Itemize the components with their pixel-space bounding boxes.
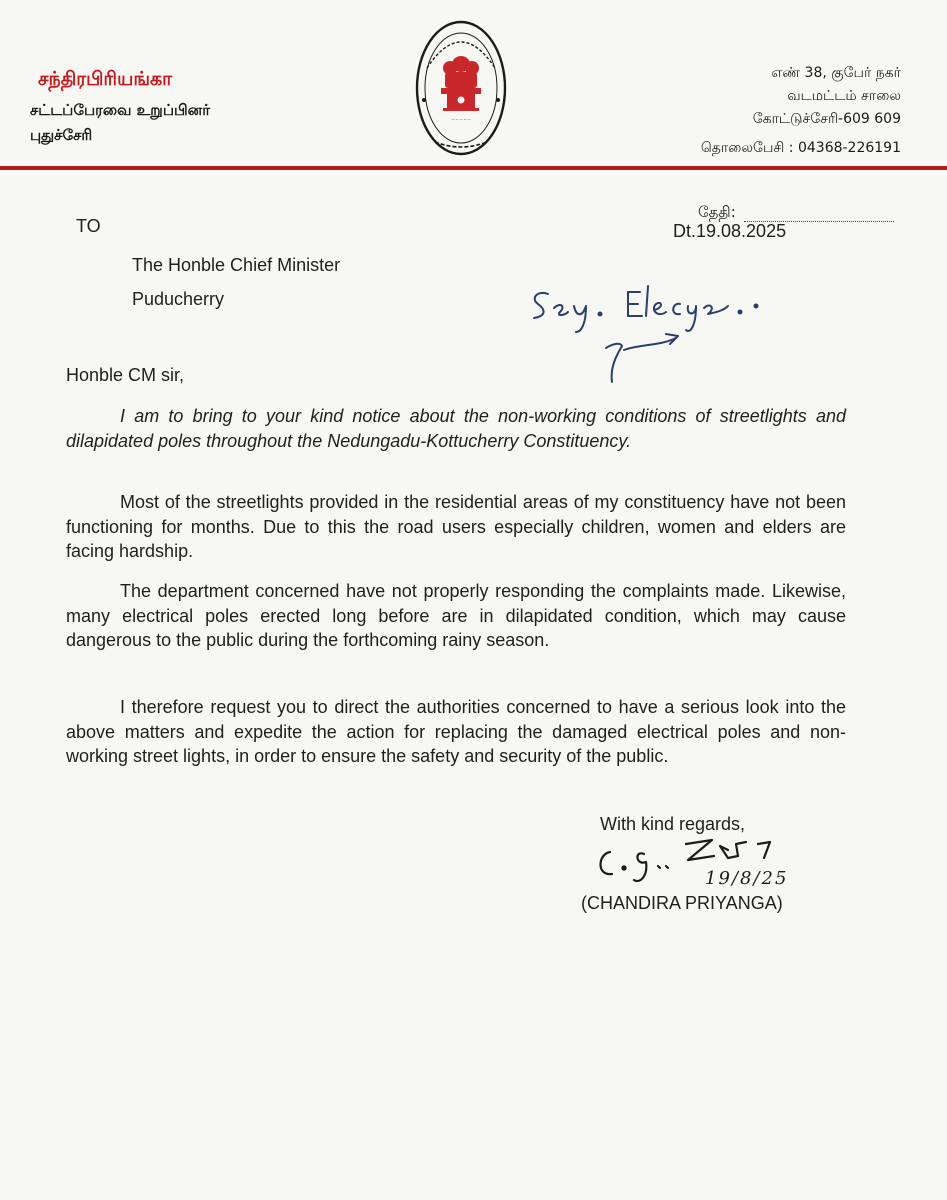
- signatory-name: (CHANDIRA PRIYANGA): [581, 893, 783, 913]
- letterhead-place: புதுச்சேரி: [30, 126, 93, 144]
- salutation: Honble CM sir,: [66, 365, 185, 385]
- emblem-seal-icon: [413, 18, 509, 158]
- address-line: வடமட்டம் சாலை: [787, 88, 901, 104]
- phone-line: தொலைபேசி : 04368-226191: [700, 140, 901, 156]
- signature-date: 19/8/25: [705, 868, 789, 889]
- address-line: கோட்டுச்சேரி-609 609: [752, 111, 901, 127]
- svg-text:_ _ _ _ _: _ _ _ _ _: [451, 114, 471, 120]
- addressee-city: Puducherry: [132, 289, 225, 309]
- handwritten-note-icon: [520, 272, 780, 402]
- letterhead-address: [701, 62, 901, 160]
- address-line: எண் 38, குபேர் நகர்: [771, 65, 901, 81]
- letter-date: Dt.19.08.2025: [673, 221, 787, 241]
- letterhead-divider: [0, 166, 947, 170]
- addressee: The Honble Chief Minister: [132, 255, 341, 275]
- to-label: TO: [76, 216, 101, 236]
- body-paragraph: I am to bring to your kind notice about the non-working conditions of streetlights and dilapidated poles throughout the Nedungadu-Kottucherry Constituency.: [66, 406, 846, 451]
- date-label: தேதி:: [698, 203, 736, 221]
- closing: With kind regards,: [600, 814, 746, 834]
- letterhead-role: சட்டப்பேரவை உறுப்பினர்: [30, 101, 211, 119]
- body-paragraph: Most of the streetlights provided in the residential areas of my constituency have not been functioning for months. Due to this the road users especially children, women and elders are facing hardship.: [66, 492, 846, 561]
- body-paragraph: The department concerned have not properly responding the complaints made. Likewise, many electrical poles erected long before are in dilapidated condition, which may cause dangerous to the public during the forthcoming rainy season.: [66, 581, 846, 650]
- body-paragraph: I therefore request you to direct the authorities concerned to have a serious look into the above matters and expedite the action for replacing the damaged electrical poles and non-working street lights, in order to ensure the safety and security of the public.: [66, 697, 846, 766]
- letterhead-name: சந்திரபிரியங்கா: [38, 68, 173, 90]
